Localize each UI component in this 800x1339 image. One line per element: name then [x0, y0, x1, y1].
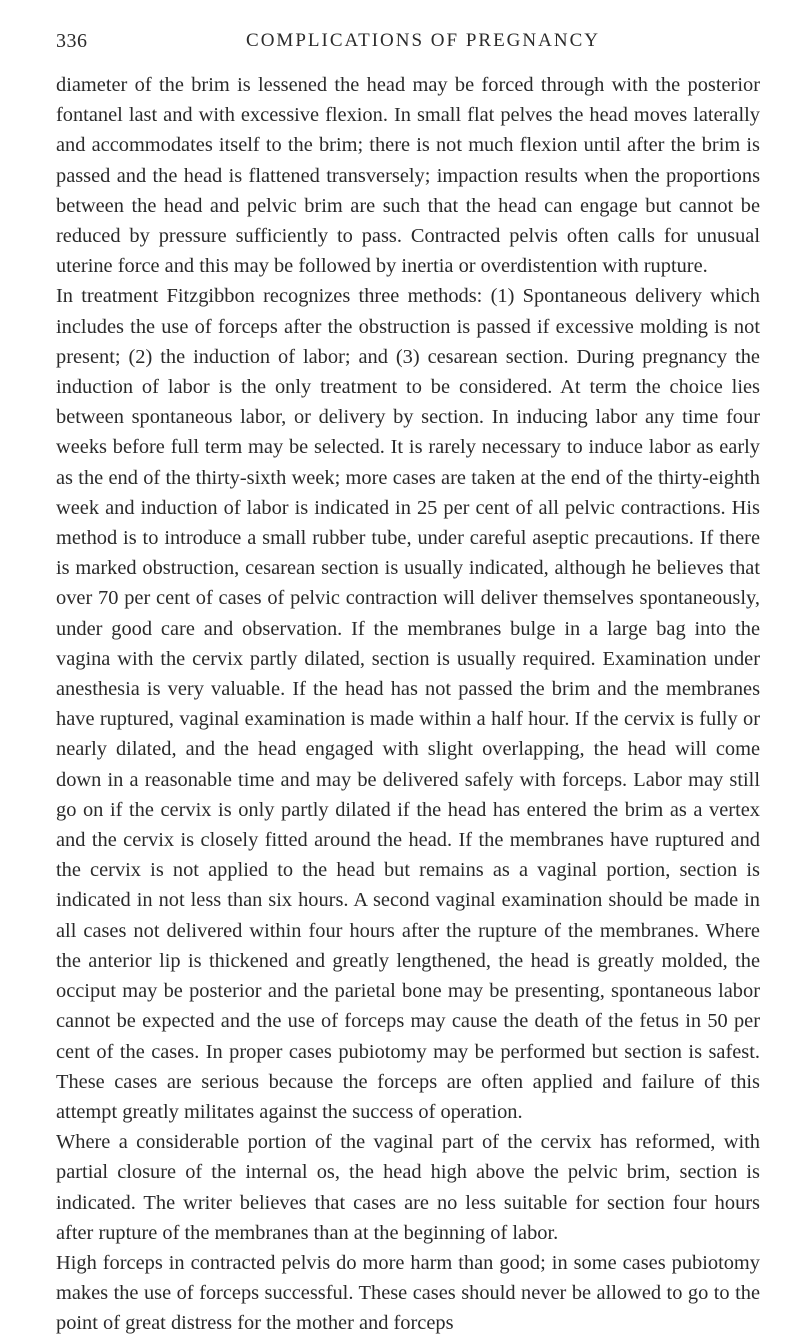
- page-number: 336: [56, 30, 88, 52]
- running-title: COMPLICATIONS OF PREGNANCY: [246, 30, 600, 51]
- body-text: [56, 70, 760, 1339]
- paragraph-1: diameter of the brim is lessened the head may be forced through with the posterior fontanel last and with excessive flexion. In small flat pelves the head moves laterally and accommodates itself to the brim; there is not much flexion until after the brim is passed and the head is flattened transversely; impaction results when the proportions between the head and pelvic brim are such that the head can engage but cannot be reduced by pressure sufficiently to pass. Contracted pelvis often calls for unusual uterine force and this may be followed by inertia or overdistention with rupture.: [56, 74, 760, 278]
- running-head: [56, 30, 760, 60]
- paragraph-2: In treatment Fitzgibbon recognizes three methods: (1) Spontaneous delivery which includes the use of forceps after the obstruction is passed if excessive molding is not present; (2) the induction of labor; and (3) cesarean section. During pregnancy the induction of labor is the only treatment to be considered. At term the choice lies between spontaneous labor, or delivery by section. In inducing labor any time four weeks before full term may be selected. It is rarely necessary to induce labor as early as the end of the thirty-sixth week; more cases are taken at the end of the thirty-eighth week and induction of labor is indicated in 25 per cent of all pelvic contractions. His method is to introduce a small rubber tube, under careful aseptic precautions. If there is marked obstruction, cesarean section is usually indicated, although he believes that over 70 per cent of cases of pelvic contraction will deliver themselves spontaneously, under good care and observation. If the membranes bulge in a large bag into the vagina with the cervix partly dilated, section is usually required. Examination under anesthesia is very valuable. If the head has not passed the brim and the membranes have ruptured, vaginal examination is made within a half hour. If the cervix is fully or nearly dilated, and the head engaged with slight overlapping, the head will come down in a reasonable time and may be delivered safely with forceps. Labor may still go on if the cervix is only partly dilated if the head has entered the brim as a vertex and the cervix is closely fitted around the head. If the membranes have ruptured and the cervix is not applied to the head but remains as a vaginal portion, section is indicated in not less than six hours. A second vaginal examination should be made in all cases not delivered within four hours after the rupture of the membranes. Where the anterior lip is thickened and greatly lengthened, the head is greatly molded, the occiput may be posterior and the parietal bone may be presenting, spontaneous labor cannot be expected and the use of forceps may cause the death of the fetus in 50 per cent of the cases. In proper cases pubiotomy may be performed but section is safest. These cases are serious because the forceps are often applied and failure of this attempt greatly militates against the success of operation.: [56, 285, 760, 1123]
- paragraph-3: Where a considerable portion of the vaginal part of the cervix has reformed, with partial closure of the internal os, the head high above the pelvic brim, section is indicated. The writer believes that cases are no less suitable for section four hours after rupture of the membranes than at the beginning of labor.: [56, 1131, 760, 1244]
- paragraph-4: High forceps in contracted pelvis do more harm than good; in some cases pubiotomy makes the use of forceps successful. These cases should never be allowed to go to the point of great distress for the mother and forceps: [56, 1251, 760, 1335]
